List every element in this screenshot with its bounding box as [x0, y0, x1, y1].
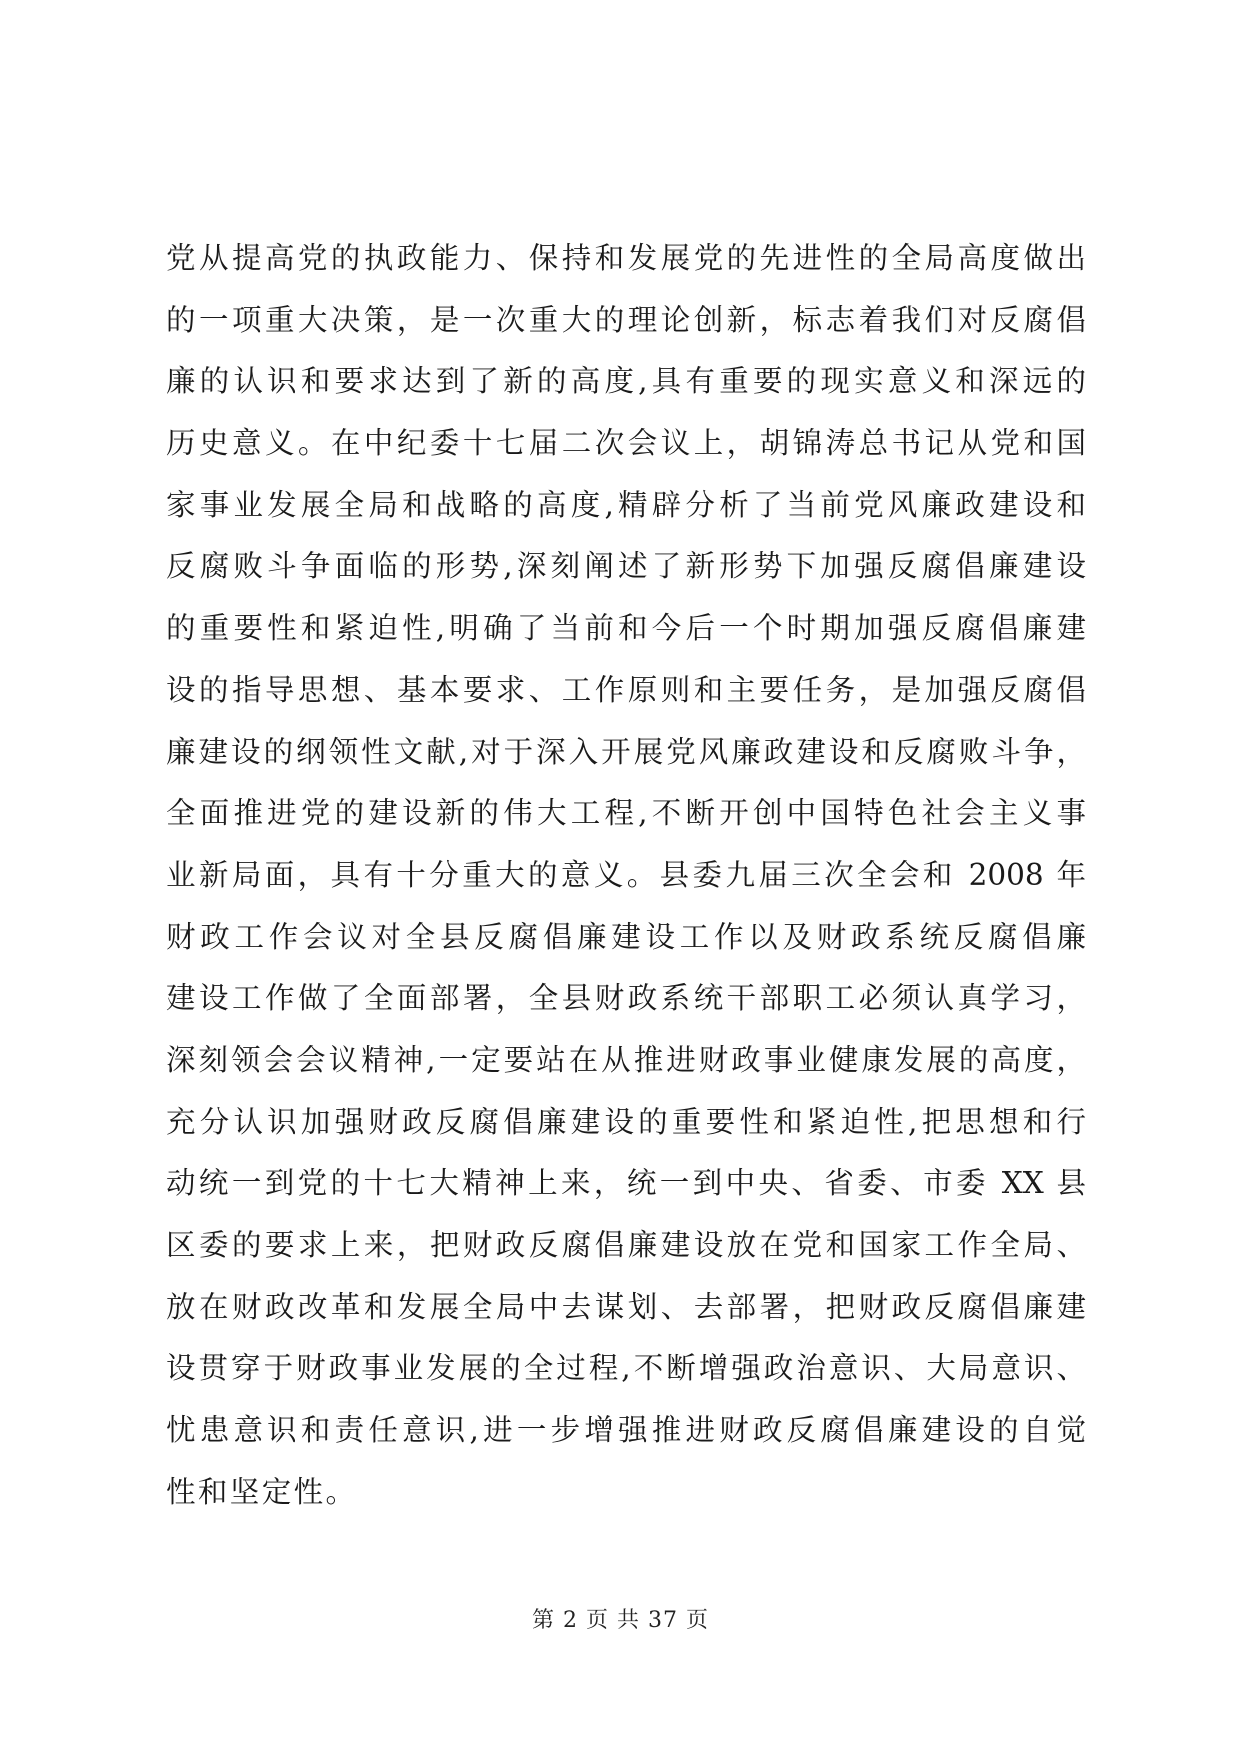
text-line: 放在财政改革和发展全局中去谋划、去部署，把财政反腐倡廉建: [166, 1289, 1086, 1324]
text-line: 财政工作会议对全县反腐倡廉建设工作以及财政系统反腐倡廉: [166, 919, 1086, 954]
text-line: 的一项重大决策，是一次重大的理论创新，标志着我们对反腐倡: [166, 302, 1086, 337]
text-line: 反腐败斗争面临的形势,深刻阐述了新形势下加强反腐倡廉建设: [166, 549, 1086, 584]
text-line: 深刻领会会议精神,一定要站在从推进财政事业健康发展的高度，: [166, 1042, 1086, 1077]
text-line: 充分认识加强财政反腐倡廉建设的重要性和紧迫性,把思想和行: [166, 1104, 1086, 1139]
text-line: 区委的要求上来，把财政反腐倡廉建设放在党和国家工作全局、: [166, 1228, 1086, 1262]
body-paragraph: [166, 228, 1086, 1523]
text-line: 的重要性和紧迫性,明确了当前和今后一个时期加强反腐倡廉建: [166, 611, 1086, 646]
text-line: 业新局面，具有十分重大的意义。县委九届三次全会和 2008 年: [166, 857, 1086, 892]
text-line: 廉的认识和要求达到了新的高度,具有重要的现实意义和深远的: [166, 364, 1086, 399]
text-line: 廉建设的纲领性文献,对于深入开展党风廉政建设和反腐败斗争，: [166, 734, 1086, 769]
text-line: 设贯穿于财政事业发展的全过程,不断增强政治意识、大局意识、: [166, 1351, 1086, 1386]
text-line: 全面推进党的建设新的伟大工程,不断开创中国特色社会主义事: [166, 796, 1086, 831]
text-line: 忧患意识和责任意识,进一步增强推进财政反腐倡廉建设的自觉: [166, 1413, 1086, 1448]
text-line: 设的指导思想、基本要求、工作原则和主要任务，是加强反腐倡: [166, 672, 1086, 707]
text-line: 历史意义。在中纪委十七届二次会议上，胡锦涛总书记从党和国: [166, 426, 1086, 461]
page-number-footer: 第 2 页 共 37 页: [532, 1608, 709, 1633]
text-line: 家事业发展全局和战略的高度,精辟分析了当前党风廉政建设和: [166, 487, 1086, 522]
text-line: 动统一到党的十七大精神上来，统一到中央、省委、市委 XX 县: [166, 1166, 1086, 1201]
text-line-last: 性和坚定性。: [166, 1474, 358, 1509]
text-line: 党从提高党的执政能力、保持和发展党的先进性的全局高度做出: [166, 241, 1086, 275]
text-line: 建设工作做了全面部署，全县财政系统干部职工必须认真学习，: [166, 981, 1086, 1016]
